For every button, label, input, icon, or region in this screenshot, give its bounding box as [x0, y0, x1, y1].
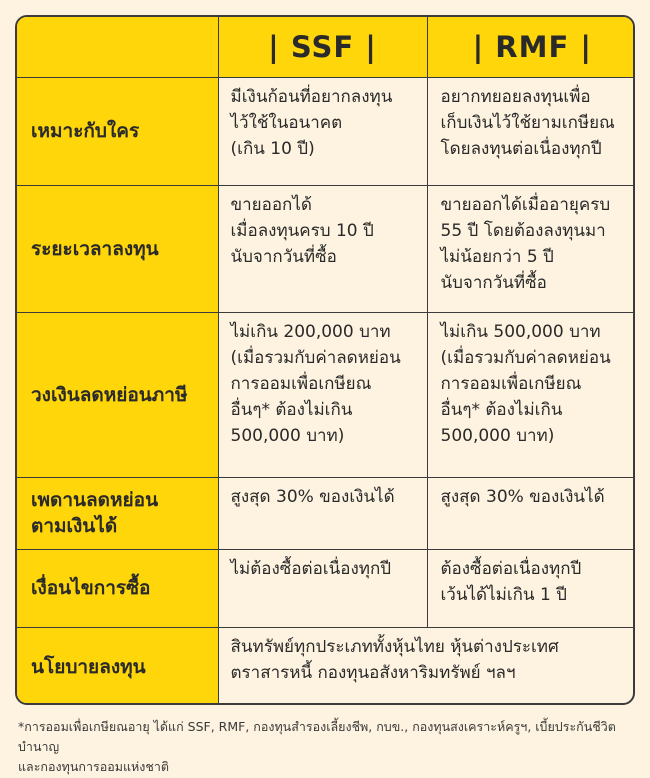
rmf-cell: ขายออกได้เมื่ออายุครบ 55 ปี โดยต้องลงทุนมา ไม่น้อยกว่า 5 ปี นับจากวันที่ซื้อ: [427, 185, 635, 312]
rmf-cell: สูงสุด 30% ของเงินได้: [427, 477, 635, 549]
row-label: วงเงินลดหย่อนภาษี: [17, 312, 218, 477]
rmf-cell: ต้องซื้อต่อเนื่องทุกปี เว้นได้ไม่เกิน 1 ปี: [427, 549, 635, 627]
row-label: ระยะเวลาลงทุน: [17, 185, 218, 312]
table-row: [17, 549, 635, 627]
row-label: เหมาะกับใคร: [17, 77, 218, 185]
ssf-cell: ไม่ต้องซื้อต่อเนื่องทุกปี: [218, 549, 427, 627]
row-label: นโยบายลงทุน: [17, 627, 218, 705]
table-row: [17, 477, 635, 549]
row-label: เพดานลดหย่อน ตามเงินได้: [17, 477, 218, 549]
header-rmf: | RMF |: [427, 17, 635, 77]
ssf-cell: ไม่เกิน 200,000 บาท (เมื่อรวมกับค่าลดหย่อน การออมเพื่อเกษียณ อื่นๆ* ต้องไม่เกิน 500,000 บาท): [218, 312, 427, 477]
ssf-cell: ขายออกได้ เมื่อลงทุนครบ 10 ปี นับจากวันที่ซื้อ: [218, 185, 427, 312]
row-label: เงื่อนไขการซื้อ: [17, 549, 218, 627]
table-row: [17, 77, 635, 185]
footnote: *การออมเพื่อเกษียณอายุ ได้แก่ SSF, RMF, กองทุนสำรองเลี้ยงชีพ, กบข., กองทุนสงเคราะห์ครูฯ, เบี้ยประกันชีวิตบำนาญ และกองทุนการออมแห่งชาติ: [18, 719, 616, 774]
table-header-row: [17, 17, 635, 77]
header-empty-cell: [17, 17, 218, 77]
merged-cell: สินทรัพย์ทุกประเภททั้งหุ้นไทย หุ้นต่างประเทศ ตราสารหนี้ กองทุนอสังหาริมทรัพย์ ฯลฯ: [218, 627, 635, 705]
table-row: [17, 627, 635, 705]
header-ssf: | SSF |: [218, 17, 427, 77]
table-row: [17, 312, 635, 477]
table-row: [17, 185, 635, 312]
ssf-cell: มีเงินก้อนที่อยากลงทุน ไว้ใช้ในอนาคต (เกิน 10 ปี): [218, 77, 427, 185]
comparison-table: [15, 15, 635, 705]
ssf-cell: สูงสุด 30% ของเงินได้: [218, 477, 427, 549]
rmf-cell: ไม่เกิน 500,000 บาท (เมื่อรวมกับค่าลดหย่อน การออมเพื่อเกษียณ อื่นๆ* ต้องไม่เกิน 500,000 บาท): [427, 312, 635, 477]
rmf-cell: อยากทยอยลงทุนเพื่อ เก็บเงินไว้ใช้ยามเกษียณ โดยลงทุนต่อเนื่องทุกปี: [427, 77, 635, 185]
